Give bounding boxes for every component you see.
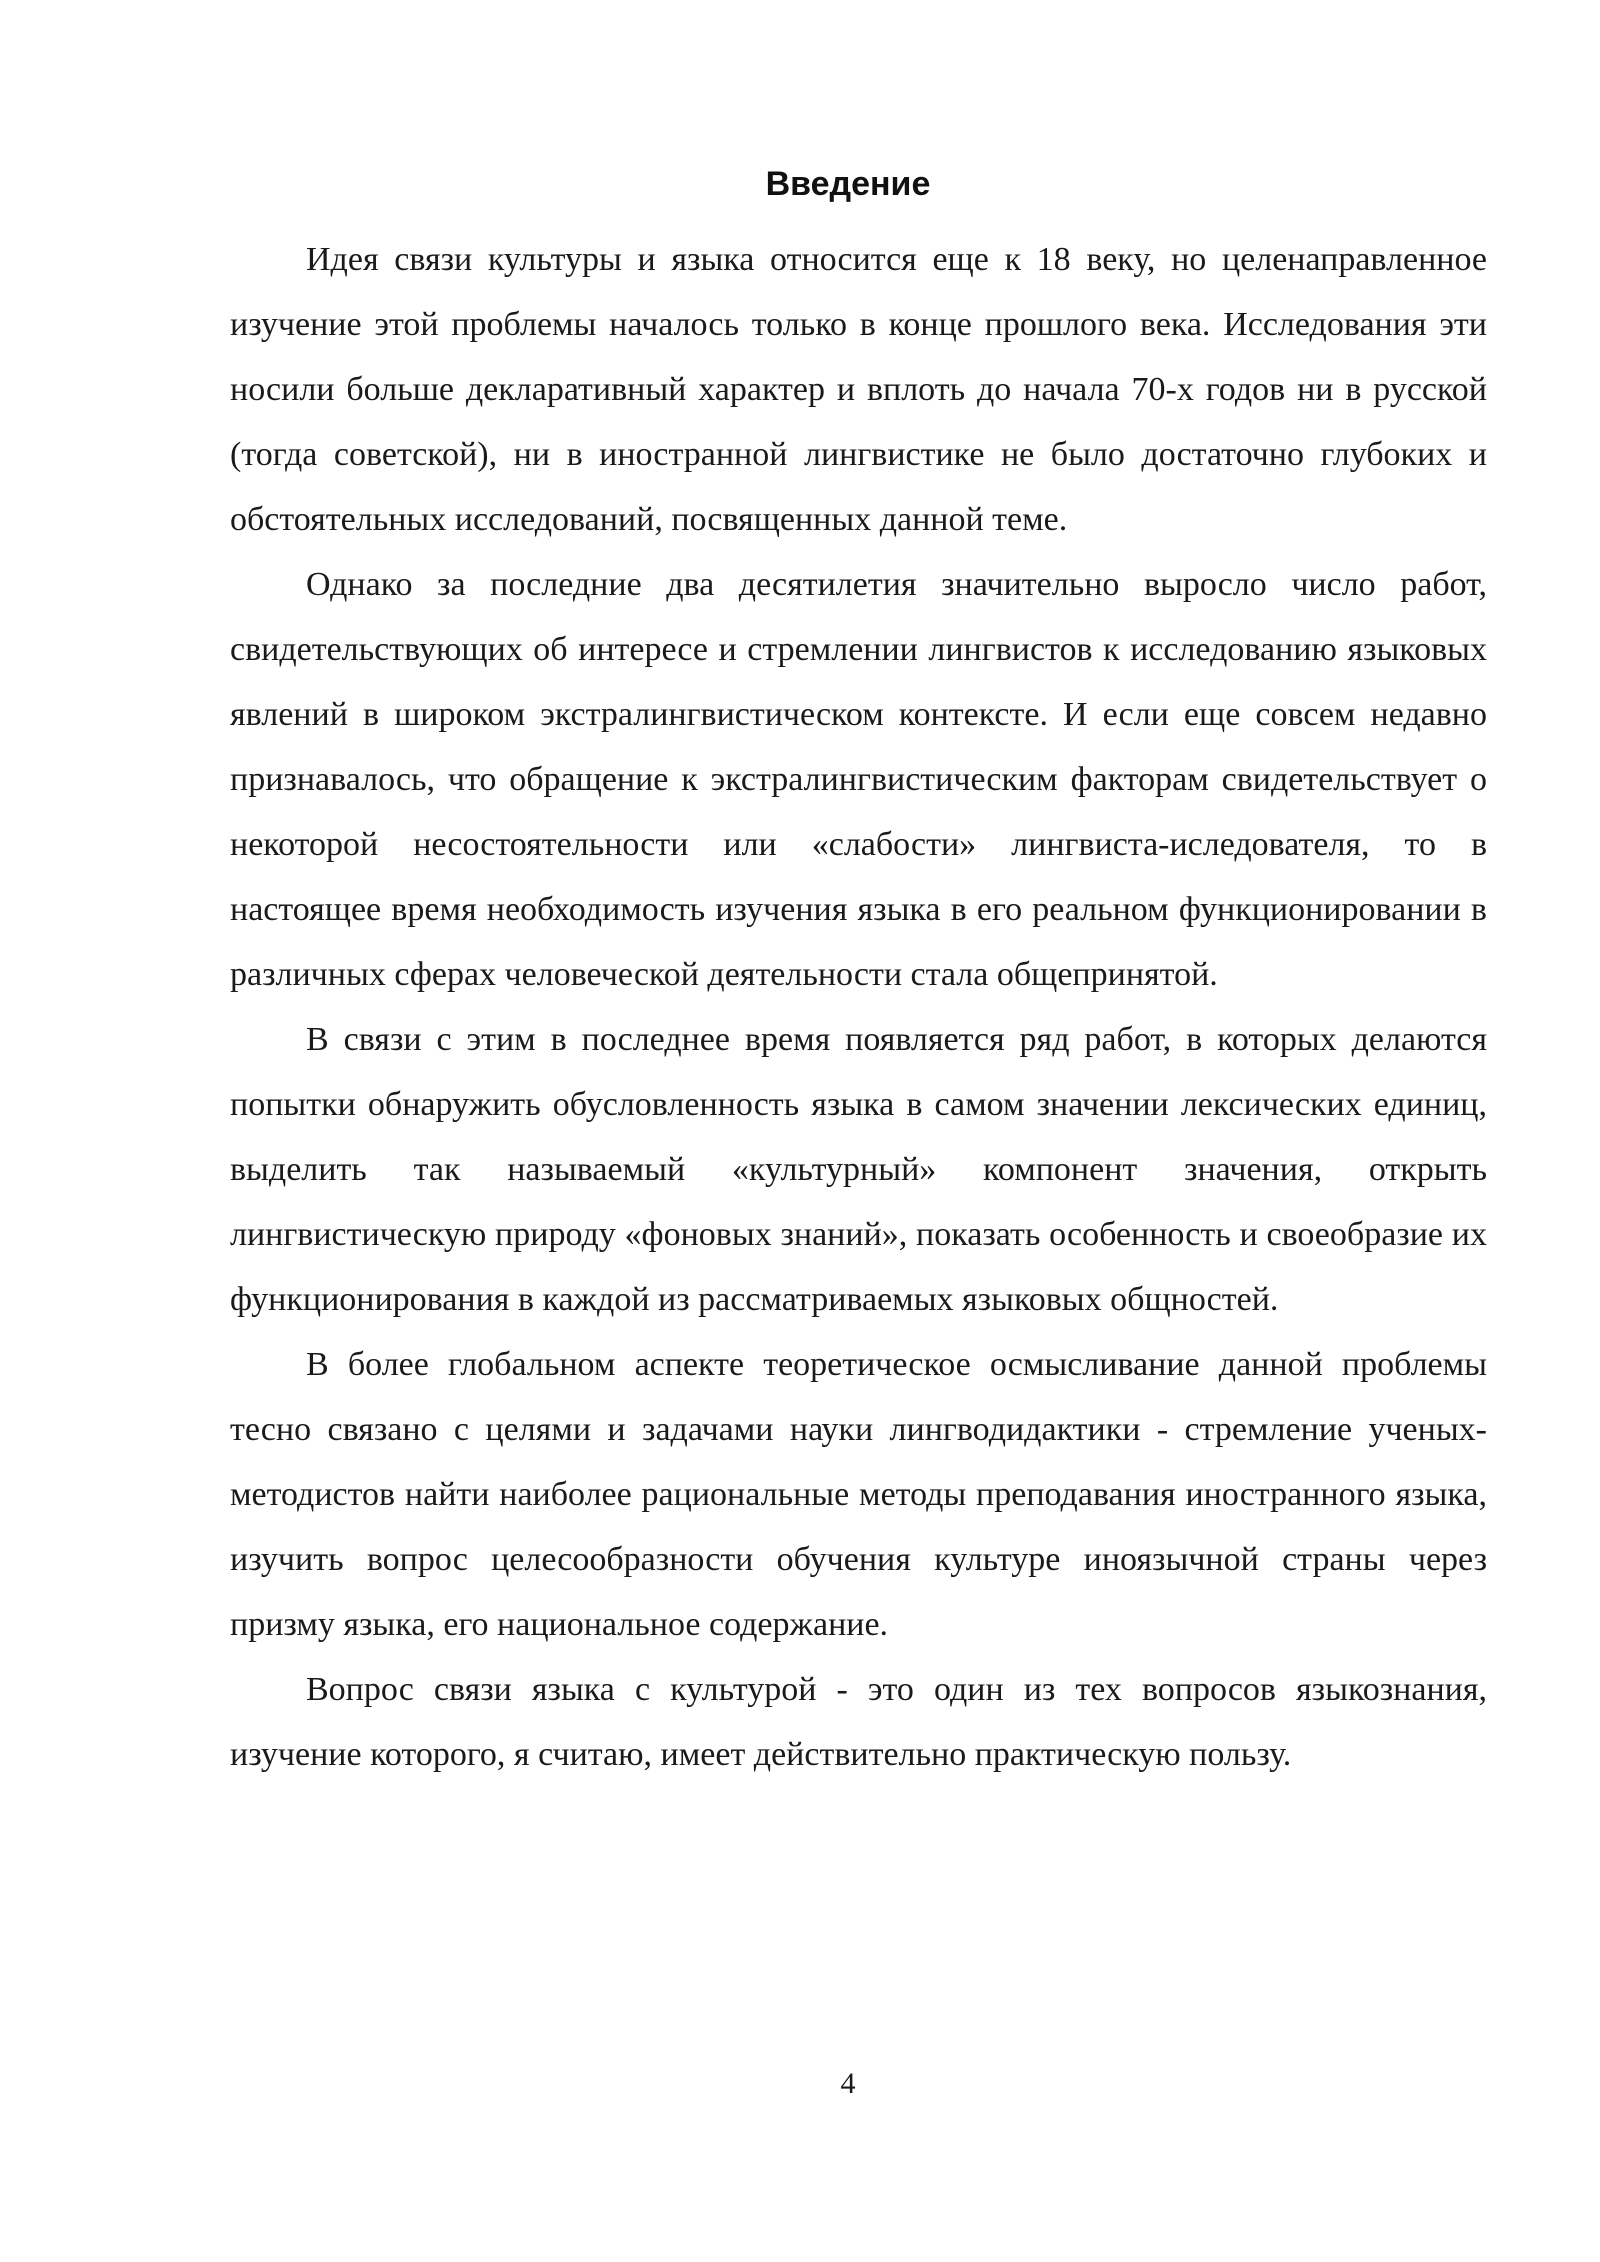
page-title: Введение bbox=[765, 165, 931, 203]
paragraph: В более глобальном аспекте теоретическое осмысливание данной проблемы тесно связано с целями и задачами науки лингводидактики - стремление ученых-методистов найти наиболее рациональные методы преподавания иностранного языка, изучить вопрос целесообразности обучения культуре иноязычной страны через призму языка, его национальное содержание. bbox=[230, 1346, 1487, 1643]
paragraph: Вопрос связи языка с культурой - это один из тех вопросов языкознания, изучение которого, я считаю, имеет действительно практическую пользу. bbox=[230, 1671, 1487, 1773]
page-number: 4 bbox=[840, 2067, 856, 2100]
paragraph: В связи с этим в последнее время появляется ряд работ, в которых делаются попытки обнаружить обусловленность языка в самом значении лексических единиц, выделить так называемый «культурный» компонент значения, открыть лингвистическую природу «фоновых знаний», показать особенность и своеобразие их функционирования в каждой из рассматриваемых языковых общностей. bbox=[230, 1021, 1487, 1318]
paragraph: Идея связи культуры и языка относится еще к 18 веку, но целенаправленное изучение этой проблемы началось только в конце прошлого века. Исследования эти носили больше декларативный характер и вплоть до начала 70-х годов ни в русской (тогда советской), ни в иностранной лингвистике не было достаточно глубоких и обстоятельных исследований, посвященных данной теме. bbox=[230, 241, 1487, 538]
document-body bbox=[230, 227, 1487, 1787]
paragraph: Однако за последние два десятилетия значительно выросло число работ, свидетельствующих об интересе и стремлении лингвистов к исследованию языковых явлений в широком экстралингвистическом контексте. И если еще совсем недавно признавалось, что обращение к экстралингвистическим факторам свидетельствует о некоторой несостоятельности или «слабости» лингвиста-иследователя, то в настоящее время необходимость изучения языка в его реальном функционировании в различных сферах человеческой деятельности стала общепринятой. bbox=[230, 566, 1487, 993]
